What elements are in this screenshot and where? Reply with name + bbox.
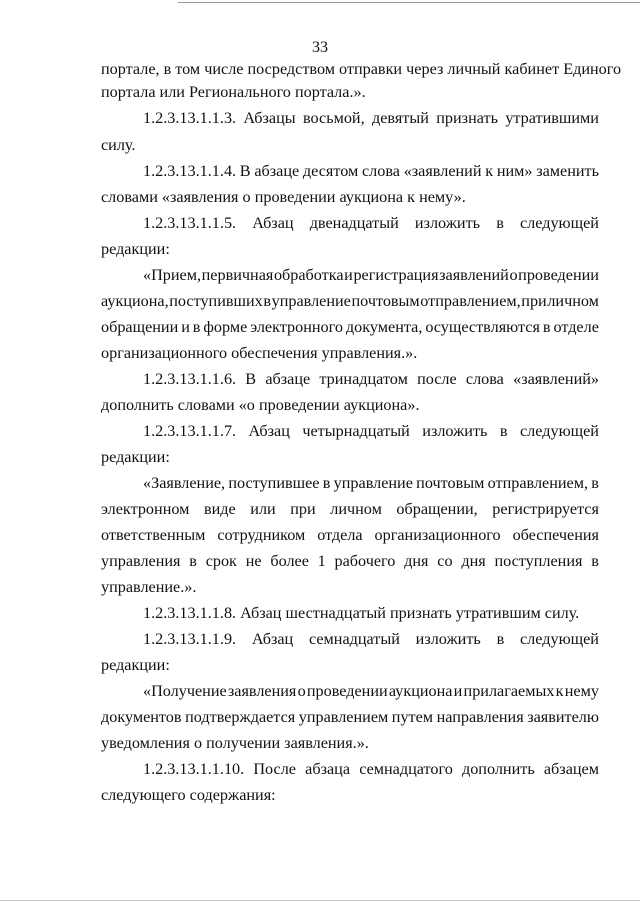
text-line bbox=[101, 707, 599, 727]
word: о bbox=[297, 682, 306, 700]
word: ответственным bbox=[101, 526, 206, 544]
text-line: редакции: bbox=[101, 240, 170, 258]
text-line bbox=[143, 108, 599, 128]
word: тринадцатом bbox=[319, 370, 408, 388]
word: заявителю bbox=[527, 708, 599, 726]
word: изложить bbox=[414, 214, 481, 232]
word: личном bbox=[330, 500, 382, 518]
word: «заявлений bbox=[403, 162, 482, 180]
word: срок bbox=[205, 552, 237, 570]
word: электронного bbox=[250, 318, 343, 336]
word: и bbox=[453, 682, 463, 700]
word: следующей bbox=[520, 422, 599, 440]
word: осуществляются bbox=[425, 318, 540, 336]
word: десятом bbox=[302, 162, 359, 180]
word: не bbox=[245, 552, 262, 570]
scan-edge-bottom-rule bbox=[0, 900, 640, 901]
word: Абзац bbox=[248, 422, 290, 440]
word: к bbox=[555, 682, 564, 700]
word: в bbox=[192, 318, 201, 336]
scan-edge-top-rule bbox=[178, 2, 640, 3]
word: 1.2.3.13.1.1.3. bbox=[143, 109, 237, 127]
word: в bbox=[591, 474, 599, 492]
word: управления bbox=[101, 552, 181, 570]
word: заявлений bbox=[439, 266, 509, 284]
text-line: дополнить словами «о проведении аукциона». bbox=[101, 396, 420, 414]
text-line bbox=[143, 369, 599, 389]
word: или bbox=[250, 500, 276, 518]
word: дополнить bbox=[461, 760, 535, 778]
word: после bbox=[417, 370, 457, 388]
word: «Прием, bbox=[143, 266, 202, 284]
word: слова bbox=[465, 370, 504, 388]
word: обращении, bbox=[396, 500, 478, 518]
word: заменить bbox=[536, 162, 599, 180]
word: изложить bbox=[422, 422, 488, 440]
word: абзацем bbox=[543, 760, 599, 778]
text-line bbox=[143, 473, 599, 493]
word: поступившее bbox=[228, 474, 320, 492]
text-line bbox=[101, 551, 599, 571]
word: документа, bbox=[345, 318, 423, 336]
word: В bbox=[245, 370, 257, 388]
word: 1.2.3.13.1.1.9. bbox=[143, 630, 237, 648]
word: почтовым bbox=[351, 292, 420, 310]
word: управление bbox=[333, 474, 413, 492]
text-line: уведомления о получении заявления.». bbox=[101, 734, 369, 752]
word: со bbox=[437, 552, 453, 570]
word: двенадцатый bbox=[309, 214, 399, 232]
word: 1.2.3.13.1.1.5. bbox=[143, 214, 237, 232]
word: почтовым bbox=[416, 474, 485, 492]
word: слова bbox=[361, 162, 400, 180]
word: в bbox=[591, 552, 599, 570]
word: направления bbox=[436, 708, 524, 726]
page-number: 33 bbox=[312, 39, 328, 56]
word: семнадцатый bbox=[308, 630, 400, 648]
word: управлением bbox=[298, 708, 389, 726]
text-line: управление.». bbox=[101, 578, 197, 596]
word: проведении bbox=[306, 682, 388, 700]
word: заявления bbox=[227, 682, 297, 700]
word: сотрудником bbox=[217, 526, 306, 544]
text-line bbox=[143, 681, 599, 701]
word: «заявлений» bbox=[513, 370, 599, 388]
text-line: силу. bbox=[101, 136, 136, 154]
word: восьмой, bbox=[303, 109, 365, 127]
word: регистрация bbox=[353, 266, 439, 284]
text-line bbox=[143, 759, 599, 779]
word: отправлением, bbox=[487, 474, 589, 492]
text-line: портале, в том числе посредством отправки через личный кабинет Единого bbox=[101, 60, 622, 78]
text-line: редакции: bbox=[101, 656, 170, 674]
word: 1.2.3.13.1.1.6. bbox=[143, 370, 237, 388]
word: электронном bbox=[101, 500, 190, 518]
word: при bbox=[290, 500, 316, 518]
word: семнадцатого bbox=[359, 760, 453, 778]
word: изложить bbox=[415, 630, 481, 648]
word: После bbox=[253, 760, 296, 778]
word: документов bbox=[101, 708, 182, 726]
word: путем bbox=[391, 708, 434, 726]
word: организационного bbox=[374, 526, 501, 544]
word: более bbox=[270, 552, 309, 570]
word: в bbox=[542, 318, 551, 336]
word: 1 bbox=[317, 552, 326, 570]
word: отдела bbox=[317, 526, 363, 544]
word: поступления bbox=[494, 552, 583, 570]
word: обработка bbox=[273, 266, 344, 284]
text-line: редакции: bbox=[101, 448, 170, 466]
text-line bbox=[101, 525, 599, 545]
text-line: организационного обеспечения управления.». bbox=[101, 344, 418, 362]
word: регистрируется bbox=[492, 500, 599, 518]
text-line bbox=[143, 213, 599, 233]
word: аукциона, bbox=[101, 292, 169, 310]
text-line bbox=[101, 317, 599, 337]
word: дня bbox=[461, 552, 486, 570]
word: девятый bbox=[372, 109, 429, 127]
word: абзаце bbox=[265, 370, 311, 388]
word: «Заявление, bbox=[143, 474, 226, 492]
text-line: 1.2.3.13.1.1.8. Абзац шестнадцатый признать утратившим силу. bbox=[143, 604, 580, 622]
word: и bbox=[181, 318, 190, 336]
word: аукциона bbox=[388, 682, 453, 700]
word: Абзац bbox=[252, 214, 294, 232]
word: в bbox=[499, 422, 508, 440]
word: рабочего bbox=[334, 552, 396, 570]
text-line: словами «заявления о проведении аукциона к нему». bbox=[101, 188, 466, 206]
text-line bbox=[101, 291, 599, 311]
word: абзаце bbox=[254, 162, 300, 180]
word: Абзац bbox=[251, 630, 294, 648]
word: обращении bbox=[101, 318, 179, 336]
word: в bbox=[263, 292, 272, 310]
word: Абзацы bbox=[243, 109, 296, 127]
word: абзаца bbox=[305, 760, 351, 778]
word: следующей bbox=[519, 214, 599, 232]
word: четырнадцатый bbox=[302, 422, 410, 440]
word: В bbox=[239, 162, 251, 180]
word: прилагаемых bbox=[463, 682, 555, 700]
text-line bbox=[143, 629, 599, 649]
text-line bbox=[143, 421, 599, 441]
word: нему bbox=[564, 682, 599, 700]
text-line: следующего содержания: bbox=[101, 786, 276, 804]
word: и bbox=[344, 266, 353, 284]
word: к bbox=[485, 162, 494, 180]
text-line bbox=[143, 265, 599, 285]
word: признать bbox=[436, 109, 498, 127]
word: личном bbox=[547, 292, 599, 310]
word: 1.2.3.13.1.1.4. bbox=[143, 162, 237, 180]
text-line: портала или Регионального портала.». bbox=[101, 83, 366, 101]
word: 1.2.3.13.1.1.10. bbox=[143, 760, 245, 778]
word: управление bbox=[271, 292, 351, 310]
word: утратившими bbox=[505, 109, 599, 127]
text-line bbox=[101, 499, 599, 519]
word: ним» bbox=[496, 162, 533, 180]
word: форме bbox=[203, 318, 248, 336]
word: поступивших bbox=[169, 292, 263, 310]
word: в bbox=[496, 214, 504, 232]
word: виде bbox=[203, 500, 236, 518]
word: «Получение bbox=[143, 682, 227, 700]
word: при bbox=[521, 292, 547, 310]
word: в bbox=[189, 552, 197, 570]
word: дня bbox=[404, 552, 429, 570]
word: 1.2.3.13.1.1.7. bbox=[143, 422, 237, 440]
word: отправлением, bbox=[420, 292, 521, 310]
word: отделе bbox=[553, 318, 599, 336]
word: первичная bbox=[201, 266, 274, 284]
word: обеспечения bbox=[512, 526, 599, 544]
word: следующей bbox=[520, 630, 599, 648]
word: в bbox=[322, 474, 331, 492]
word: в bbox=[496, 630, 505, 648]
word: о bbox=[509, 266, 518, 284]
word: подтверждается bbox=[185, 708, 296, 726]
word: проведении bbox=[518, 266, 599, 284]
text-line bbox=[143, 161, 599, 181]
